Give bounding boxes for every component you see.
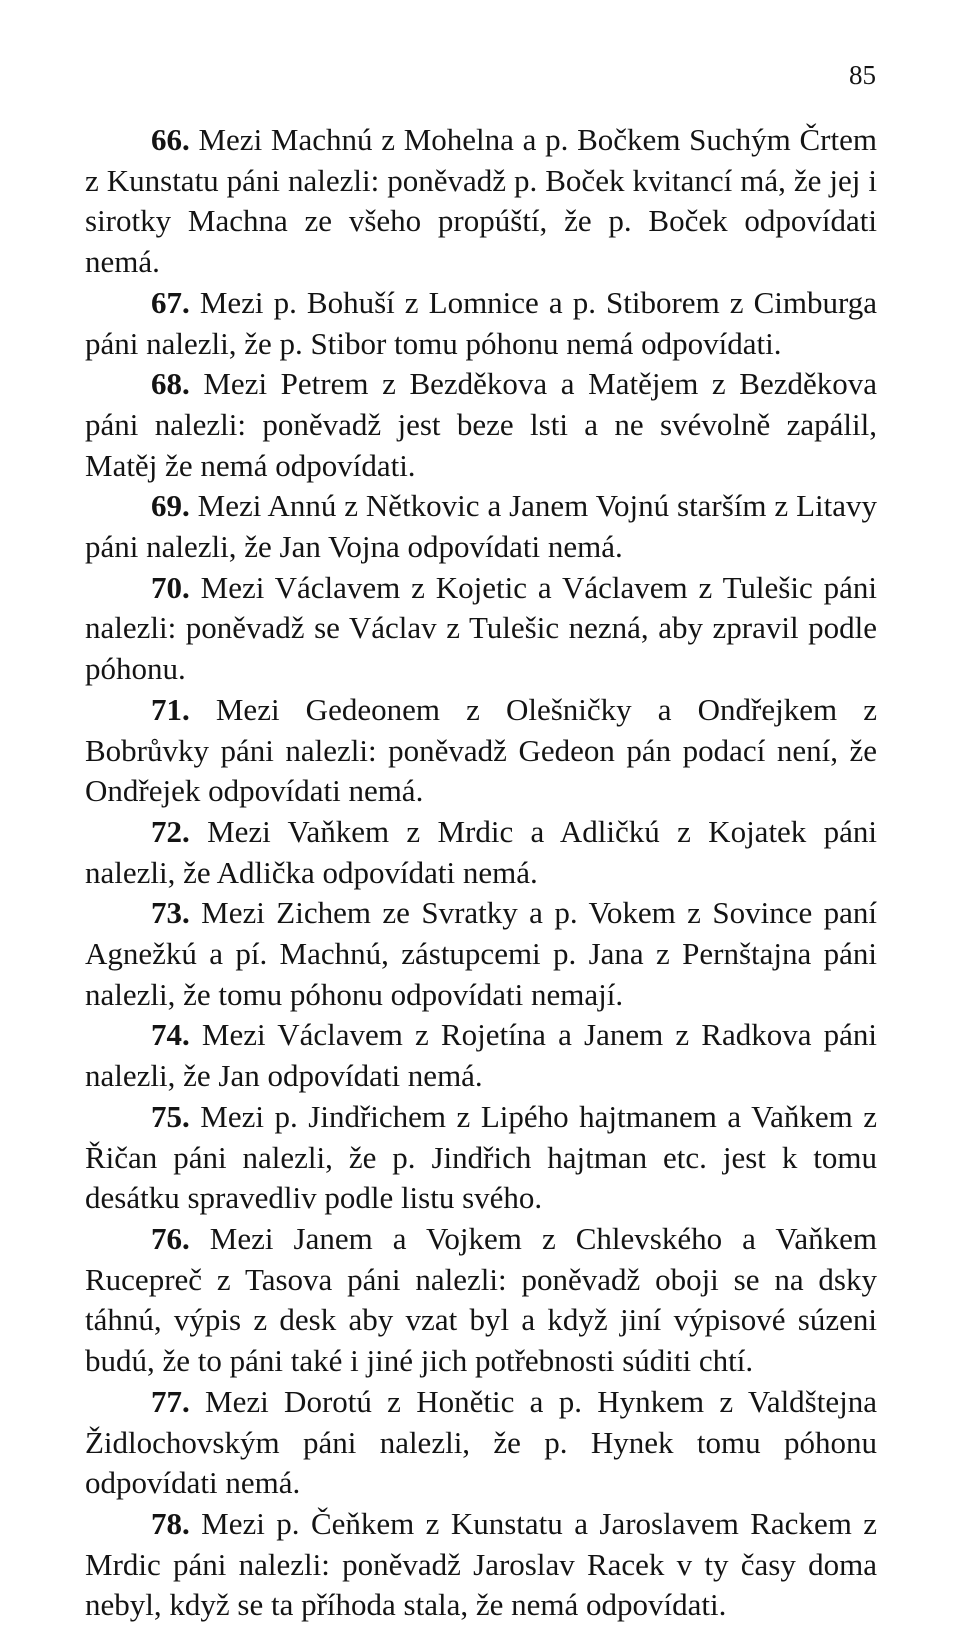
entry-text: Mezi Annú z Nětkovic a Janem Vojnú starším z Litavy páni nalezli, že Jan Vojna odpovídati nemá. (85, 488, 877, 565)
entry-68 (85, 364, 877, 486)
entry-number: 74. (151, 1017, 190, 1053)
page-number: 85 (849, 60, 876, 90)
entry-70 (85, 568, 877, 690)
entry-number: 76. (151, 1220, 190, 1256)
entry-number: 72. (151, 813, 190, 849)
entry-text: Mezi Machnú z Mohelna a p. Bočkem Suchým Črtem z Kunstatu páni nalezli: poněvadž p. Boček kvitancí má, že jej i sirotky Machna ze všeho propúští, že p. Boček odpovídati nemá. (85, 122, 877, 280)
entry-number: 71. (151, 691, 190, 727)
entry-74 (85, 1015, 877, 1096)
entry-75 (85, 1097, 877, 1219)
entry-69 (85, 486, 877, 567)
entry-text: Mezi Gedeonem z Olešničky a Ondřejkem z Bobrůvky páni nalezli: poněvadž Gedeon pán podací není, že Ondřejek odpovídati nemá. (85, 691, 877, 809)
entry-text: Mezi Zichem ze Svratky a p. Vokem z Sovince paní Agnežkú a pí. Machnú, zástupcemi p. Jana z Pernštajna páni nalezli, že tomu póhonu odpovídati nemají. (85, 895, 877, 1012)
entry-text: Mezi p. Jindřichem z Lipého hajtmanem a Vaňkem z Řičan páni nalezli, že p. Jindřich hajtman etc. jest k tomu desátku spravedliv podle listu svého. (85, 1098, 877, 1216)
entry-72 (85, 812, 877, 893)
entry-text: Mezi p. Čeňkem z Kunstatu a Jaroslavem Rackem z Mrdic páni nalezli: poněvadž Jaroslav Racek v ty časy doma nebyl, když se ta příhoda stala, že nemá odpovídati. (85, 1505, 877, 1623)
entry-76 (85, 1219, 877, 1382)
entry-number: 73. (151, 895, 190, 931)
entry-text: Mezi Václavem z Kojetic a Václavem z Tulešic páni nalezli: poněvadž se Václav z Tulešic nezná, aby zpravil podle póhonu. (85, 569, 877, 687)
entry-text: Mezi Janem a Vojkem z Chlevského a Vaňkem Rucepreč z Tasova páni nalezli: poněvadž oboji se na dsky táhnú, výpis z desk aby vzat byl a když jiní výpisové súzeni budú, že to páni také i jiné jich potřebnosti súditi chtí. (85, 1220, 877, 1379)
entry-73 (85, 893, 877, 1015)
entry-number: 69. (151, 488, 190, 524)
entry-text: Mezi Dorotú z Honětic a p. Hynkem z Valdštejna Židlochovským páni nalezli, že p. Hynek tomu póhonu odpovídati nemá. (85, 1383, 877, 1501)
entry-number: 68. (151, 366, 190, 402)
entry-67 (85, 283, 877, 364)
entry-number: 77. (151, 1383, 190, 1419)
entry-number: 78. (151, 1505, 190, 1541)
entry-text: Mezi Václavem z Rojetína a Janem z Radkova páni nalezli, že Jan odpovídati nemá. (85, 1017, 877, 1094)
entry-number: 70. (151, 569, 190, 605)
entry-66 (85, 120, 877, 283)
entry-78 (85, 1504, 877, 1626)
entry-text: Mezi Petrem z Bezděkova a Matějem z Bezděkova páni nalezli: poněvadž jest beze lsti a ne svévolně zapálil, Matěj že nemá odpovídati. (85, 366, 877, 483)
entry-number: 67. (151, 284, 190, 320)
entry-number: 75. (151, 1098, 190, 1134)
entry-71 (85, 690, 877, 812)
entry-text: Mezi Vaňkem z Mrdic a Adličkú z Kojatek páni nalezli, že Adlička odpovídati nemá. (85, 813, 877, 890)
entry-text: Mezi p. Bohuší z Lomnice a p. Stiborem z Cimburga páni nalezli, že p. Stibor tomu póhonu nemá odpovídati. (85, 284, 877, 361)
entry-number: 66. (151, 122, 190, 157)
entry-77 (85, 1382, 877, 1504)
text-body (85, 120, 877, 1626)
